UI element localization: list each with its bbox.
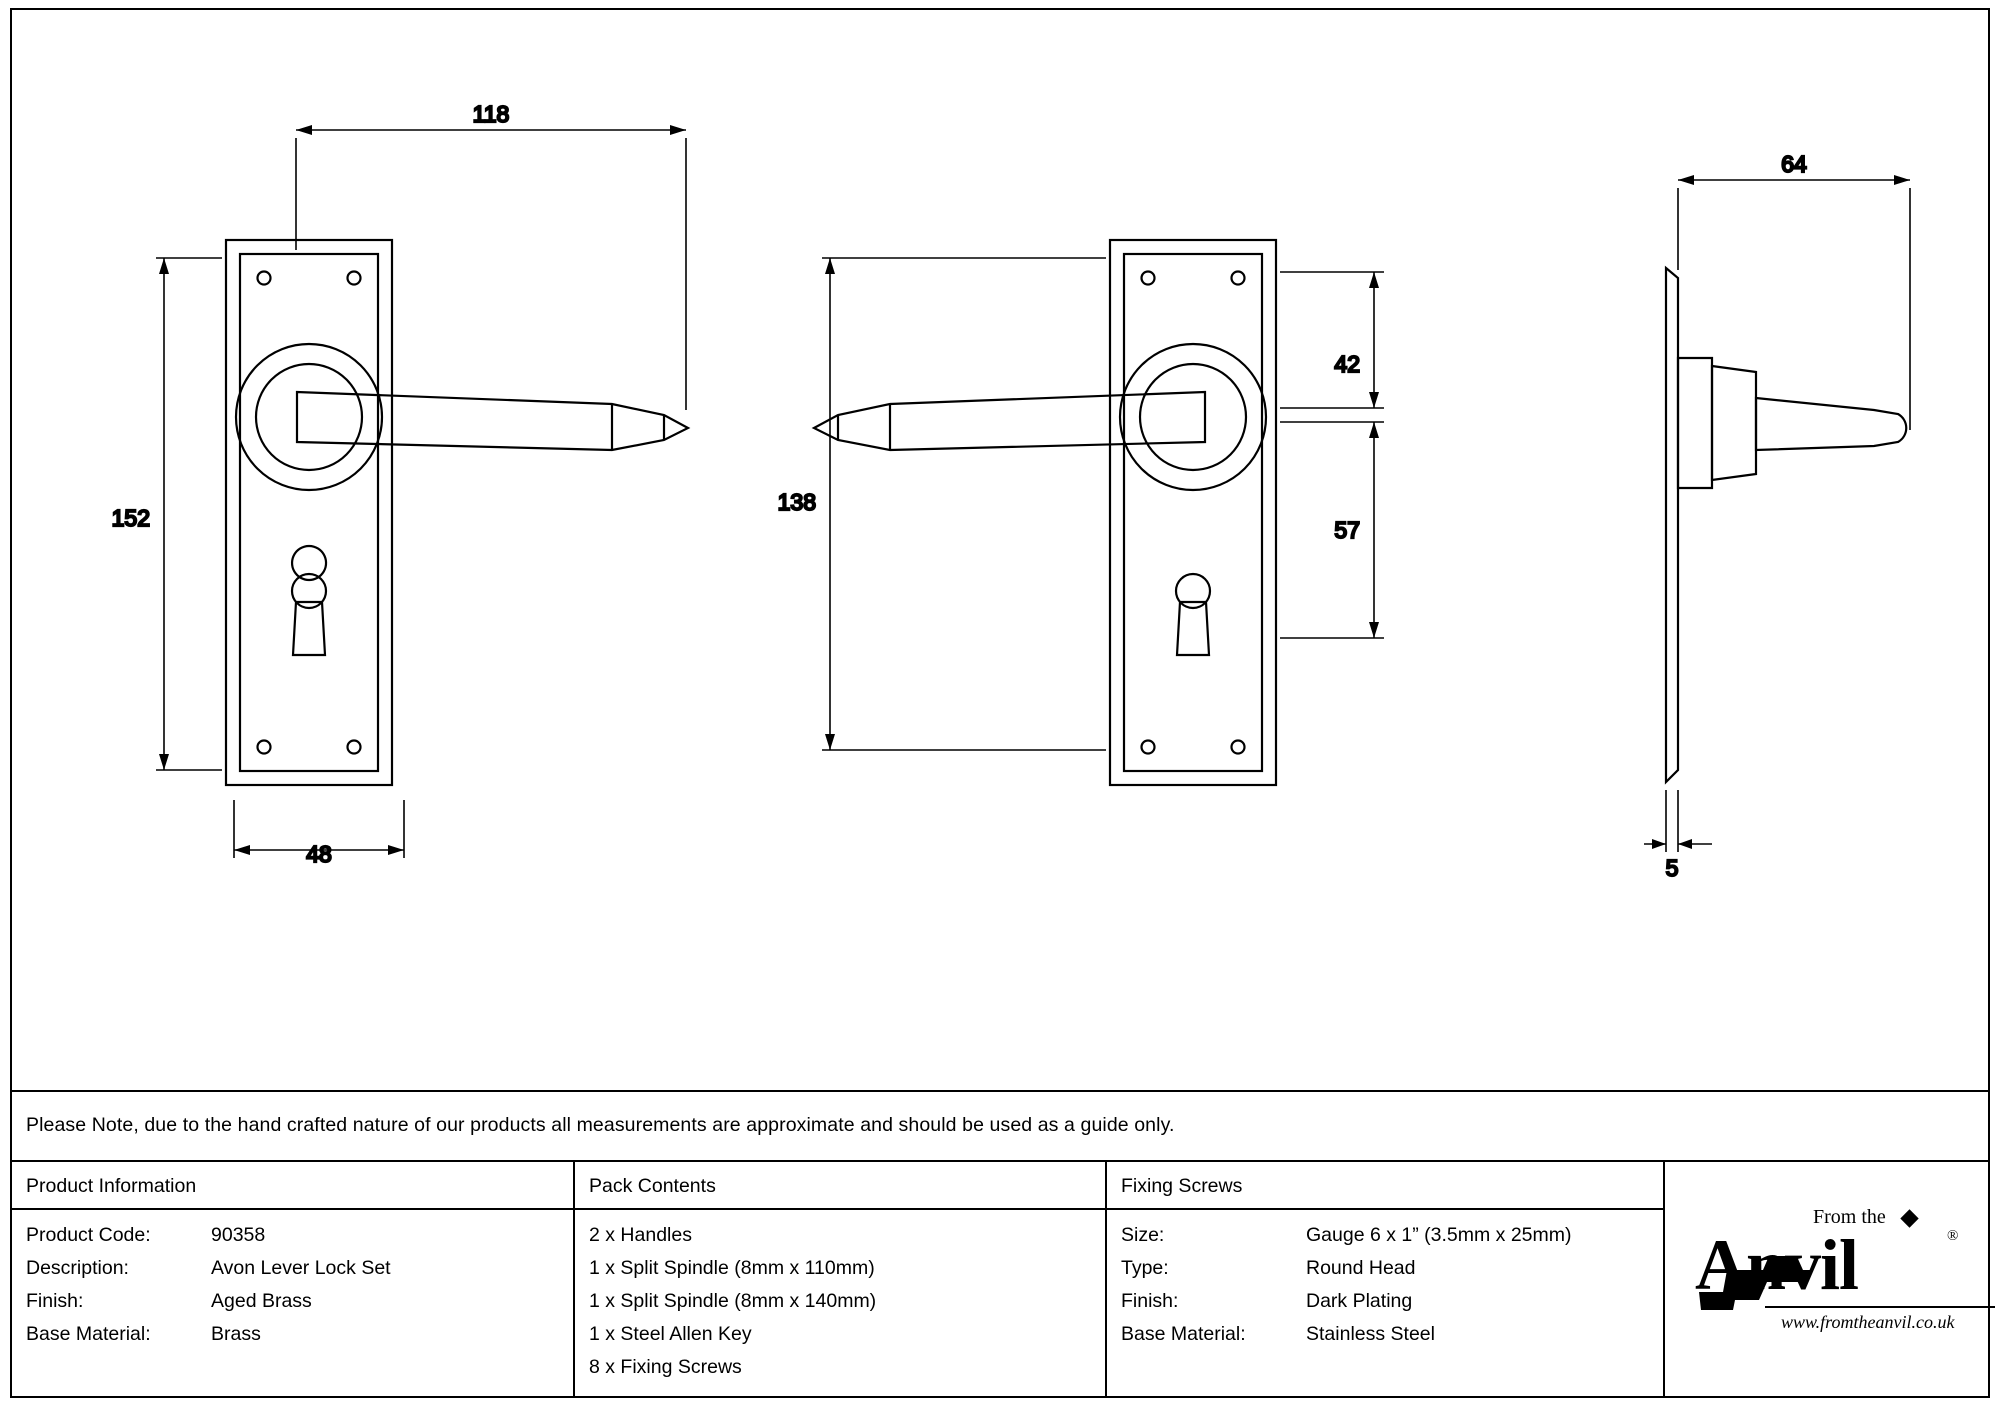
finish-row [26, 1290, 573, 1313]
pack-contents-item: 1 x Steel Allen Key [589, 1323, 752, 1345]
screw-base-material-row [1121, 1323, 1663, 1346]
screw-type-row [1121, 1257, 1663, 1280]
product-information-header: Product Information [12, 1162, 573, 1210]
dim-label-152: 152 [111, 505, 150, 531]
dim-label-138: 138 [777, 489, 816, 515]
description-row [26, 1257, 573, 1280]
dim-label-42: 42 [1334, 351, 1360, 377]
base-material-label: Base Material: [26, 1323, 151, 1345]
pack-contents-item: 8 x Fixing Screws [589, 1356, 742, 1378]
registered-trademark-icon: ® [1947, 1228, 1959, 1244]
screw-finish-label: Finish: [1121, 1290, 1179, 1312]
dim-label-48: 48 [306, 841, 332, 867]
brand-logo [1665, 1162, 1986, 1396]
product-information-body [12, 1210, 573, 1346]
pack-contents-column [575, 1162, 1107, 1396]
screw-finish-row [1121, 1290, 1663, 1313]
fixing-screws-header: Fixing Screws [1107, 1162, 1663, 1210]
dim-label-5: 5 [1665, 855, 1679, 881]
screw-base-material-label: Base Material: [1121, 1323, 1246, 1345]
product-information-column [12, 1162, 575, 1396]
reverse-view [814, 240, 1276, 785]
front-view [226, 240, 688, 785]
drawing-area [12, 10, 1988, 1090]
screw-size-label: Size: [1121, 1224, 1165, 1246]
dim-118 [296, 125, 686, 410]
dim-152 [156, 258, 222, 770]
base-material-row [26, 1323, 573, 1346]
pack-contents-body [575, 1210, 1105, 1379]
dim-label-64: 64 [1781, 151, 1807, 177]
logo-website-url: www.fromtheanvil.co.uk [1781, 1312, 1955, 1332]
screw-size-row [1121, 1224, 1663, 1247]
side-profile-view [1666, 268, 1906, 782]
screw-size-value: Gauge 6 x 1” (3.5mm x 25mm) [1306, 1224, 1572, 1246]
screw-type-label: Type: [1121, 1257, 1169, 1279]
base-material-value: Brass [211, 1323, 261, 1345]
finish-label: Finish: [26, 1290, 84, 1312]
pack-contents-item: 1 x Split Spindle (8mm x 140mm) [589, 1290, 877, 1312]
description-value: Avon Lever Lock Set [211, 1257, 391, 1279]
diamond-icon [1900, 1209, 1918, 1227]
logo-divider [1765, 1306, 1995, 1308]
fixing-screws-column [1107, 1162, 1665, 1396]
description-label: Description: [26, 1257, 129, 1279]
dim-57 [1280, 422, 1384, 638]
dim-label-118: 118 [472, 101, 510, 127]
pack-contents-header: Pack Contents [575, 1162, 1105, 1210]
logo-from-the-text: From the [1813, 1206, 1886, 1228]
logo-anvil-text: Anvil [1695, 1225, 1859, 1305]
info-table [12, 1160, 1988, 1396]
product-code-value: 90358 [211, 1224, 266, 1246]
drawing-svg [12, 10, 1988, 1090]
approximate-measurements-note: Please Note, due to the hand crafted nature of our products all measurements are approximate and should be used as a guide only. [26, 1114, 1175, 1136]
product-code-row [26, 1224, 573, 1247]
screw-type-value: Round Head [1306, 1257, 1416, 1279]
dim-5 [1644, 790, 1712, 852]
pack-contents-item: 2 x Handles [589, 1224, 692, 1246]
screw-base-material-value: Stainless Steel [1306, 1323, 1435, 1345]
finish-value: Aged Brass [211, 1290, 312, 1312]
logo-column [1665, 1162, 1986, 1396]
dim-42 [1280, 272, 1384, 408]
screw-finish-value: Dark Plating [1306, 1290, 1413, 1312]
dim-label-57: 57 [1334, 517, 1360, 543]
fixing-screws-body [1107, 1210, 1663, 1346]
product-code-label: Product Code: [26, 1224, 151, 1246]
note-row [12, 1090, 1988, 1160]
dim-138 [822, 258, 1106, 750]
pack-contents-item: 1 x Split Spindle (8mm x 110mm) [589, 1257, 875, 1279]
